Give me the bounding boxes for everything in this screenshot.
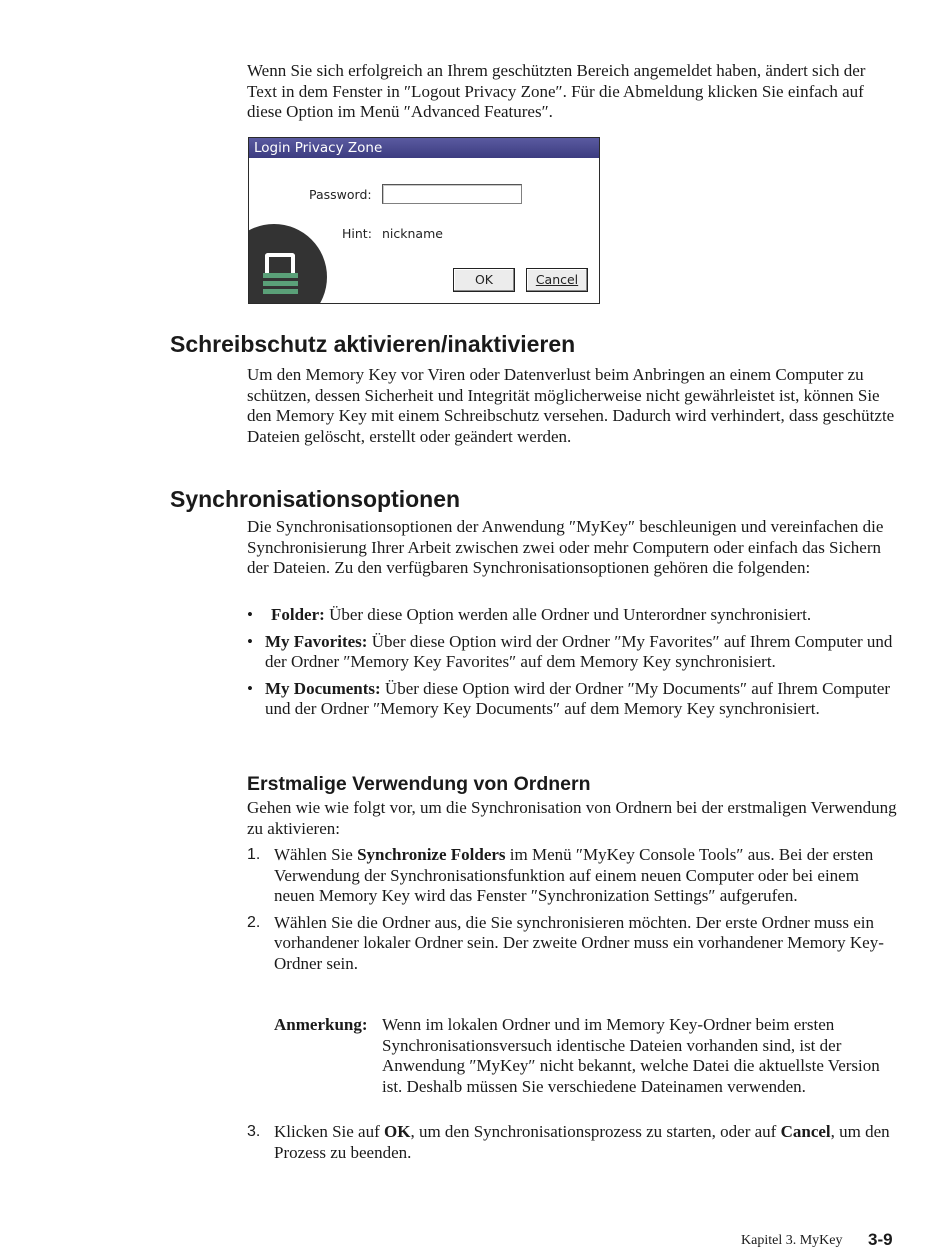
step-text: , um den Synchronisationsprozess zu starten, oder auf [410, 1122, 781, 1141]
section-heading-schreibschutz: Schreibschutz aktivieren/inaktivieren [170, 331, 576, 357]
section-body-synchronisationsoptionen: Die Synchronisationsoptionen der Anwendung ″MyKey″ beschleunigen und vereinfachen die Synchronisierung Ihrer Arbeit zwischen zwei oder mehr Computern oder einfach das Sichern der Dateien. Zu den verfügbaren Synchronisationsoptionen gehören die folgenden: [247, 517, 884, 578]
list-item-text: Über diese Option wird der Ordner ″My Documents″ auf Ihrem Computer und der Ordner ″Memory Key Documents″ auf dem Memory Key synchronisiert. [265, 678, 891, 719]
note-label: Anmerkung: [274, 1015, 368, 1034]
bullet-icon: • [247, 678, 253, 698]
step-text: Klicken Sie auf [274, 1122, 384, 1141]
hint-label: Hint: [342, 226, 372, 241]
subsection-body-erstmalige-verwendung: Gehen wie wie folgt vor, um die Synchronisation von Ordnern bei der erstmaligen Verwendung zu aktivieren: [247, 798, 897, 838]
list-item [247, 632, 897, 673]
dialog-title: Login Privacy Zone [249, 138, 599, 158]
step-number: 3. [247, 1123, 261, 1140]
bullet-icon: • [247, 631, 253, 651]
steps-list [247, 845, 897, 975]
list-item-text: Über diese Option werden alle Ordner und Unterordner synchronisiert. [324, 605, 812, 624]
subsection-heading-erstmalige-verwendung: Erstmalige Verwendung von Ordnern [247, 773, 591, 795]
steps-list-continued [247, 1122, 897, 1163]
bullet-icon: • [247, 605, 253, 624]
section-body-schreibschutz: Um den Memory Key vor Viren oder Datenverlust beim Anbringen an einem Computer zu schützen, dessen Sicherheit und Integrität möglicherweise nicht gewährleistet ist, können Sie den Memory Key mit einem Schreibschutz versehen. Dadurch wird verhindert, dass geschützte Dateien gelöscht, erstellt oder geändert werden. [247, 365, 895, 446]
cancel-button[interactable]: Cancel [526, 268, 588, 292]
list-item [247, 679, 897, 720]
step-item [247, 913, 897, 975]
step-bold-text: Synchronize Folders [357, 845, 506, 864]
intro-paragraph: Wenn Sie sich erfolgreich an Ihrem geschützten Bereich angemeldet haben, ändert sich der Text in dem Fenster in ″Logout Privacy Zone″. Für die Abmeldung klicken Sie einfach auf diese Option im Menü ″Advanced Features″. [247, 61, 866, 122]
step-bold-text: OK [384, 1122, 411, 1141]
hint-value: nickname [382, 226, 443, 241]
sync-options-list [247, 605, 897, 720]
list-item-term: My Documents: [265, 678, 381, 698]
footer-chapter: Kapitel 3. MyKey [741, 1233, 843, 1248]
step-text: , um den Prozess zu beenden. [274, 1122, 890, 1162]
password-field[interactable] [382, 184, 522, 204]
step-text: Wählen Sie [274, 845, 358, 864]
login-privacy-zone-dialog [248, 137, 600, 304]
step-item [247, 1122, 897, 1163]
section-heading-synchronisationsoptionen: Synchronisationsoptionen [170, 486, 461, 512]
step-bold-text: Cancel [780, 1122, 831, 1141]
list-item-text: Über diese Option wird der Ordner ″My Favorites″ auf Ihrem Computer und der Ordner ″Memory Key Favorites″ auf dem Memory Key synchronisiert. [265, 631, 893, 672]
password-label: Password: [309, 187, 372, 202]
page-number: 3-9 [868, 1230, 893, 1249]
step-number: 1. [247, 846, 261, 863]
step-text: Wählen Sie die Ordner aus, die Sie synchronisieren möchten. Der erste Ordner muss ein vorhandener lokaler Ordner sein. Der zweite Ordner muss ein vorhandener Memory Key-Ordner sein. [274, 912, 884, 973]
step-text: im Menü ″MyKey Console Tools″ aus. Bei der ersten Verwendung der Synchronisationsfunktion auf einem neuen Computer oder bei einem neuen Memory Key wird das Fenster ″Synchronization Settings″ aufgerufen. [274, 845, 874, 906]
list-item [247, 605, 897, 626]
step-item [247, 845, 897, 907]
step-number: 2. [247, 913, 261, 931]
note-text: Wenn im lokalen Ordner und im Memory Key-Ordner beim ersten Synchronisationsversuch identische Dateien vorhanden sind, ist der Anwendung ″MyKey″ nicht bekannt, welche Datei die aktuellste Version ist. Deshalb müssen Sie verschiedene Dateinamen verwenden. [382, 1015, 880, 1096]
list-item-term: Folder: [271, 605, 325, 624]
ok-button[interactable]: OK [453, 268, 515, 292]
list-item-term: My Favorites: [265, 631, 368, 651]
